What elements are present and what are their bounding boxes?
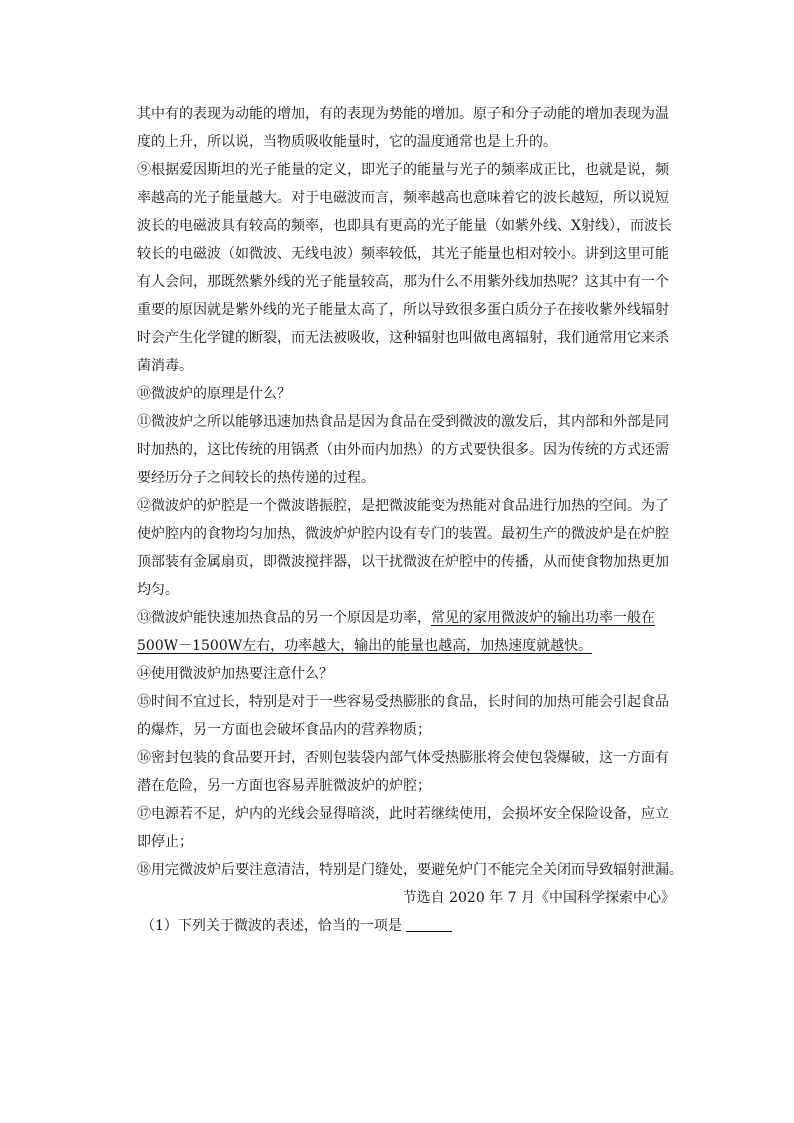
- text-line: 时加热的，这比传统的用锅煮（由外而内加热）的方式要快很多。因为传统的方式还需: [137, 442, 669, 458]
- paragraph-13-plain: ⑬微波炉能快速加热食品的另一个原因是功率，: [137, 610, 431, 626]
- text-line: 即停止；: [137, 834, 193, 850]
- paragraph-12: ⑫微波炉的炉腔是一个微波谐振腔，是把微波能变为热能对食品进行加热的空间。为了: [137, 498, 669, 514]
- paragraph-16: ⑯密封包装的食品要开封，否则包装袋内部气体受热膨胀将会使包袋爆破，这一方面有: [137, 750, 669, 766]
- text-line: 较长的电磁波（如微波、无线电波）频率较低，其光子能量也相对较小。讲到这里可能: [137, 246, 669, 262]
- text-line: 潜在危险，另一方面也容易弄脏微波炉的炉腔；: [137, 778, 431, 794]
- text-line: [137, 632, 675, 660]
- text-line: 重要的原因就是紫外线的光子能量太高了，所以导致很多蛋白质分子在接收紫外线辐射: [137, 302, 669, 318]
- paragraph-10-heading: ⑩微波炉的原理是什么？: [137, 386, 291, 402]
- text-line: 其中有的表现为动能的增加，有的表现为势能的增加。原子和分子动能的增加表现为温: [137, 106, 669, 122]
- paragraph-11: ⑪微波炉之所以能够迅速加热食品是因为食品在受到微波的激发后，其内部和外部是同: [137, 414, 669, 430]
- underlined-sentence-cont: 500W－1500W左右，功率越大，输出的能量也越高，加热速度就越快。: [137, 638, 593, 654]
- text-line: 有人会问，那既然紫外线的光子能量较高，那为什么不用紫外线加热呢？这其中有一个: [137, 274, 669, 290]
- question-1-text: （1）下列关于微波的表述，恰当的一项是: [141, 918, 402, 934]
- question-1: [137, 912, 675, 940]
- text-line: 度的上升，所以说，当物质吸收能量时，它的温度通常也是上升的。: [137, 134, 557, 150]
- paragraph-18: ⑱用完微波炉后要注意清洁，特别是门缝处，要避免炉门不能完全关闭而导致辐射泄漏。: [137, 862, 683, 878]
- text-line: 均匀。: [137, 582, 179, 598]
- text-line: 时会产生化学键的断裂，而无法被吸收，这种辐射也叫做电离辐射，我们通常用它来杀: [137, 330, 669, 346]
- source-citation: 节选自 2020 年 7 月《中国科学探索中心》: [402, 890, 675, 906]
- text-line: 的爆炸，另一方面也会破坏食品内的营养物质；: [137, 722, 431, 738]
- paragraph-14-heading: ⑭使用微波炉加热要注意什么？: [137, 666, 333, 682]
- text-line: 顶部装有金属扇页，即微波搅拌器，以干扰微波在炉腔中的传播，从而使食物加热更加: [137, 554, 669, 570]
- answer-blank[interactable]: [406, 917, 452, 932]
- text-line: 率越高的光子能量越大。对于电磁波而言，频率越高也意味着它的波长越短，所以说短: [137, 190, 669, 206]
- underlined-sentence: 常见的家用微波炉的输出功率一般在: [431, 610, 655, 626]
- text-line: 使炉腔内的食物均匀加热，微波炉炉腔内设有专门的装置。最初生产的微波炉是在炉腔: [137, 526, 669, 542]
- text-line: 要经历分子之间较长的热传递的过程。: [137, 470, 375, 486]
- document-body: [137, 100, 683, 940]
- paragraph-17: ⑰电源若不足，炉内的光线会显得暗淡，此时若继续使用，会损坏安全保险设备，应立: [137, 806, 669, 822]
- paragraph-15: ⑮时间不宜过长，特别是对于一些容易受热膨胀的食品，长时间的加热可能会引起食品: [137, 694, 669, 710]
- text-line: 波长的电磁波具有较高的频率，也即具有更高的光子能量（如紫外线、X射线），而波长: [137, 218, 672, 234]
- paragraph-9: ⑨根据爱因斯坦的光子能量的定义，即光子的能量与光子的频率成正比，也就是说，频: [137, 162, 669, 178]
- text-line: 菌消毒。: [137, 358, 193, 374]
- paragraph-13: [137, 604, 675, 632]
